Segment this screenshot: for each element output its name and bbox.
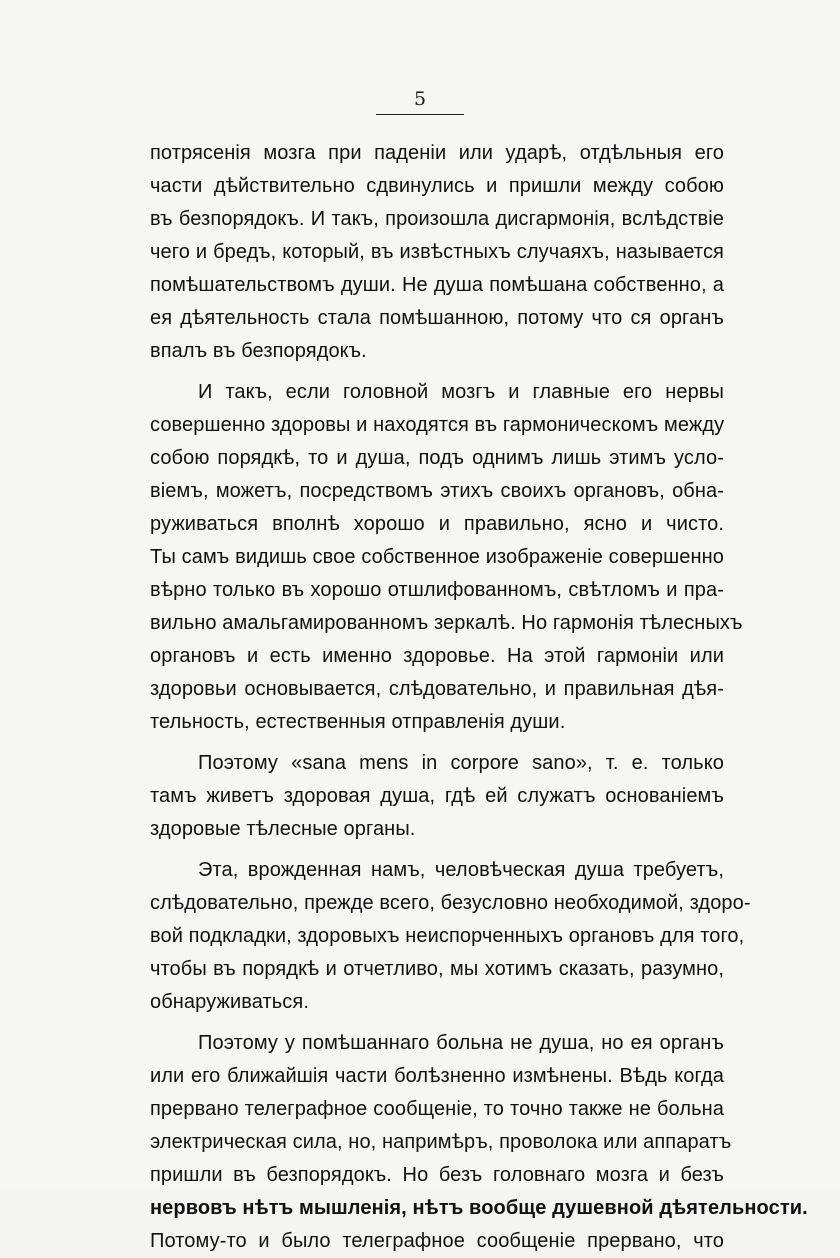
text-line: прервано телеграфное сообщеніе, то точно также не больна	[150, 1098, 724, 1120]
text-line: слѣдовательно, прежде всего, безусловно необходимой, здоро-	[150, 892, 751, 914]
text-line: тельность, естественныя отправленія души.	[150, 711, 566, 733]
text-line: вой подкладки, здоровыхъ неиспорченныхъ органовъ для того,	[150, 925, 745, 947]
paragraph-5	[150, 1027, 808, 1258]
text-line: тамъ живетъ здоровая душа, гдѣ ей служатъ основаніемъ	[150, 785, 724, 807]
text-line: вѣрно только въ хорошо отшлифованномъ, свѣтломъ и пра-	[150, 579, 724, 601]
text-line: ея дѣятельность стала помѣшанною, потому что ся органъ	[150, 307, 724, 329]
text-line: чего и бредъ, который, въ извѣстныхъ случаяхъ, называется	[150, 241, 724, 263]
text-line: обнаруживаться.	[150, 991, 309, 1013]
text-line: совершенно здоровы и находятся въ гармоническомъ между	[150, 414, 725, 436]
text-line: вильно амальгамированномъ зеркалѣ. Но гармонія тѣлесныхъ	[150, 612, 743, 634]
text-line: или его ближайшія части болѣзненно измѣнены. Вѣдь когда	[150, 1065, 724, 1087]
text-line: пришли въ безпорядокъ. Но безъ головнаго мозга и безъ	[150, 1164, 724, 1186]
paragraph-1	[150, 137, 724, 368]
text-line: віемъ, можетъ, посредствомъ этихъ своихъ органовъ, обна-	[150, 480, 724, 502]
text-line: здоровые тѣлесные органы.	[150, 818, 416, 840]
body-text	[150, 137, 808, 1258]
text-line: руживаться вполнѣ хорошо и правильно, ясно и чисто.	[150, 513, 724, 535]
paragraph-2	[150, 376, 743, 739]
text-line: чтобы въ порядкѣ и отчетливо, мы хотимъ сказать, разумно,	[150, 958, 724, 980]
page-number	[0, 86, 840, 115]
text-line: впалъ въ безпорядокъ.	[150, 340, 367, 362]
paragraph-3	[150, 747, 724, 846]
text-line: Потому-то и было телеграфное сообщеніе прервано, что	[150, 1230, 724, 1252]
text-line: Поэтому у помѣшаннаго больна не душа, но ея органъ	[198, 1032, 724, 1054]
text-line: нервовъ нѣтъ мышленія, нѣтъ вообще душевной дѣятельности.	[150, 1197, 808, 1219]
text-line: потрясенія мозга при паденіи или ударѣ, отдѣльныя его	[150, 142, 724, 164]
page-number-text: 5	[376, 86, 464, 115]
text-line: И такъ, если головной мозгъ и главные его нервы	[198, 381, 724, 403]
text-line: Ты самъ видишь свое собственное изображеніе совершенно	[150, 546, 724, 568]
text-line: въ безпорядокъ. И такъ, произошла дисгармонія, вслѣдствіе	[150, 208, 724, 230]
text-line: Поэтому «sana mens in corpore sano», т. е. только	[198, 752, 724, 774]
text-line: части дѣйствительно сдвинулись и пришли между собою	[150, 175, 724, 197]
text-line: здоровьи основывается, слѣдовательно, и правильная дѣя-	[150, 678, 724, 700]
text-line: собою порядкѣ, то и душа, подъ однимъ лишь этимъ усло-	[150, 447, 724, 469]
paragraph-4	[150, 854, 751, 1019]
text-line: Эта, врожденная намъ, человѣческая душа требуетъ,	[198, 859, 724, 881]
text-line: органовъ и есть именно здоровье. На этой гармоніи или	[150, 645, 724, 667]
text-line: помѣшательствомъ души. Не душа помѣшана собственно, а	[150, 274, 724, 296]
text-line: электрическая сила, но, напримѣръ, проволока или аппаратъ	[150, 1131, 732, 1153]
